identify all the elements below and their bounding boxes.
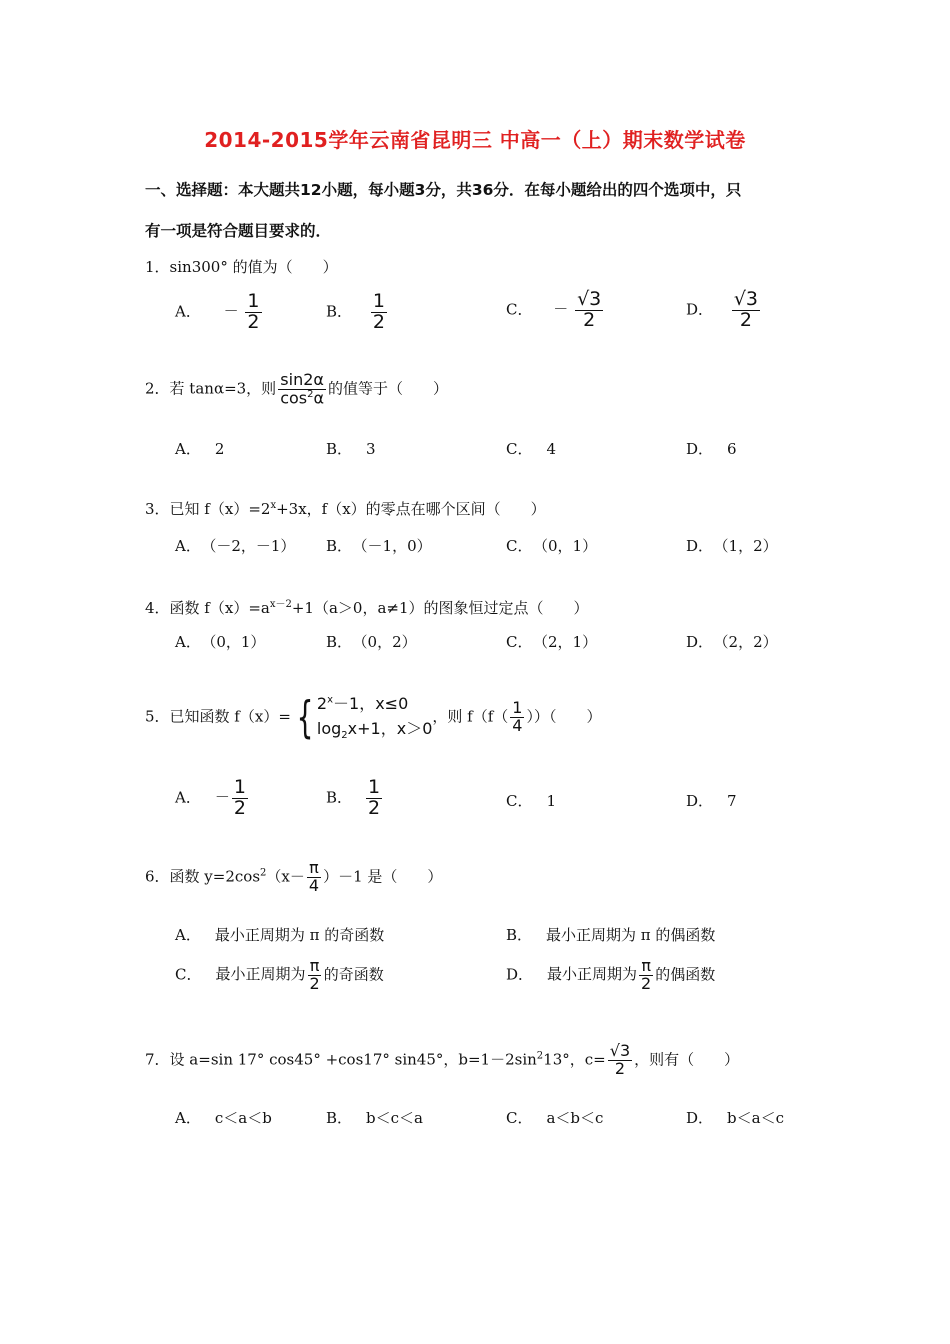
q5-stem: 5．已知函数 f（x）= { $2^x-1$，x≤0 $\log_2x+1$，x＞0 ，则 f（f（ $\frac{1}{4}$ ））（ ） <box>145 691 602 743</box>
q6-option-a[interactable]: A． 最小正周期为 π 的奇函数 <box>175 926 385 944</box>
q3-option-a[interactable]: A． （－2，－1） <box>175 537 296 555</box>
q4-option-d[interactable]: D． （2，2） <box>686 633 778 651</box>
q4-stem: 4．函数 $f(x)=a^{x-2}+1(a>0$，a≠1）的图象恒过定点（ ） <box>145 599 589 617</box>
q7-option-a[interactable]: A． c＜a＜b <box>175 1109 272 1127</box>
q7-option-c[interactable]: C． a＜b＜c <box>506 1109 604 1127</box>
q6-stem: 6．函数 $y=2\cos^2(x-$ $\frac{\pi}{4}$ ）－1 是（ ） <box>145 858 443 895</box>
q7-stem: 7．设 a=sin 17° cos45° +cos17° sin45°，$b=1-2\sin^213^\circ$，c= $\frac{√3}{2}$ ，则有（ ） <box>145 1041 740 1078</box>
page-title: 2014-2015学年云南省昆明三 中高一（上）期末数学试卷 <box>204 128 746 152</box>
q2-option-d[interactable]: D． 6 <box>686 440 737 458</box>
q1-c-fraction: $\frac{√3}{2}$ <box>577 288 602 331</box>
q6-option-c[interactable]: C． 最小正周期为 $\frac{\pi}{2}$ 的奇函数 <box>175 956 384 993</box>
section-header-line1: 一、选择题：本大题共12小题，每小题3分，共36分．在每小题给出的四个选项中，只 <box>145 181 742 199</box>
sqrt-icon: √ <box>577 288 590 310</box>
q7-option-d[interactable]: D． b＜a＜c <box>686 1109 784 1127</box>
q5-option-a[interactable]: A． － $\frac{1}{2}$ <box>175 776 246 819</box>
q5-piecewise: $2^x-1$，x≤0 $\log_2x+1$，x＞0 <box>316 694 433 741</box>
sqrt-icon: √ <box>733 288 746 310</box>
q6-fraction: $\frac{\pi}{4}$ <box>308 858 320 895</box>
q3-option-d[interactable]: D． （1，2） <box>686 537 778 555</box>
q4-option-a[interactable]: A． （0，1） <box>175 633 266 651</box>
q7-fraction: $\frac{√3}{2}$ <box>609 1041 631 1078</box>
q6-option-d[interactable]: D． 最小正周期为 $\frac{\pi}{2}$ 的偶函数 <box>506 956 716 993</box>
q1-option-b[interactable]: B． $\frac{1}{2}$ <box>326 290 385 333</box>
q1-option-d[interactable]: D． $\frac{√3}{2}$ <box>686 288 759 331</box>
q5-option-c[interactable]: C． 1 <box>506 792 557 810</box>
q7-option-b[interactable]: B． b＜c＜a <box>326 1109 423 1127</box>
q4-option-c[interactable]: C． （2，1） <box>506 633 598 651</box>
q1-b-fraction: $\frac{1}{2}$ <box>372 290 385 333</box>
left-brace-icon: { <box>296 691 314 743</box>
q1-a-fraction: $\frac{1}{2}$ <box>247 290 260 333</box>
q2-stem: 2．若 tanα=3，则 $\frac{\sin 2\alpha}{\cos^2\alpha}$ 的值等于（ ） <box>145 370 449 408</box>
q4-option-b[interactable]: B． （0，2） <box>326 633 417 651</box>
section-header-line2: 有一项是符合题目要求的． <box>145 222 332 240</box>
q3-option-b[interactable]: B． （－1，0） <box>326 537 432 555</box>
q1-d-fraction: $\frac{√3}{2}$ <box>733 288 759 331</box>
q2-option-a[interactable]: A． 2 <box>175 440 225 458</box>
sqrt-icon: √ <box>609 1041 620 1060</box>
q5-option-d[interactable]: D． 7 <box>686 792 737 810</box>
q1-option-c[interactable]: C． － $\frac{√3}{2}$ <box>506 288 602 331</box>
q6-option-b[interactable]: B． 最小正周期为 π 的偶函数 <box>506 926 716 944</box>
q2-option-b[interactable]: B． 3 <box>326 440 376 458</box>
q2-fraction: $\frac{\sin 2\alpha}{\cos^2\alpha}$ <box>280 370 325 408</box>
q2-option-c[interactable]: C． 4 <box>506 440 557 458</box>
q3-stem: 3．已知 $f(x)=2^x+3x$，f（x）的零点在哪个区间（ ） <box>145 500 546 518</box>
q5-option-b[interactable]: B． $\frac{1}{2}$ <box>326 776 381 819</box>
q1-option-a[interactable]: A． － $\frac{1}{2}$ <box>175 290 260 333</box>
q1-stem: 1．sin300° 的值为（ ） <box>145 258 338 276</box>
q5-fraction: $\frac{1}{4}$ <box>512 698 523 736</box>
q3-option-c[interactable]: C． （0，1） <box>506 537 598 555</box>
